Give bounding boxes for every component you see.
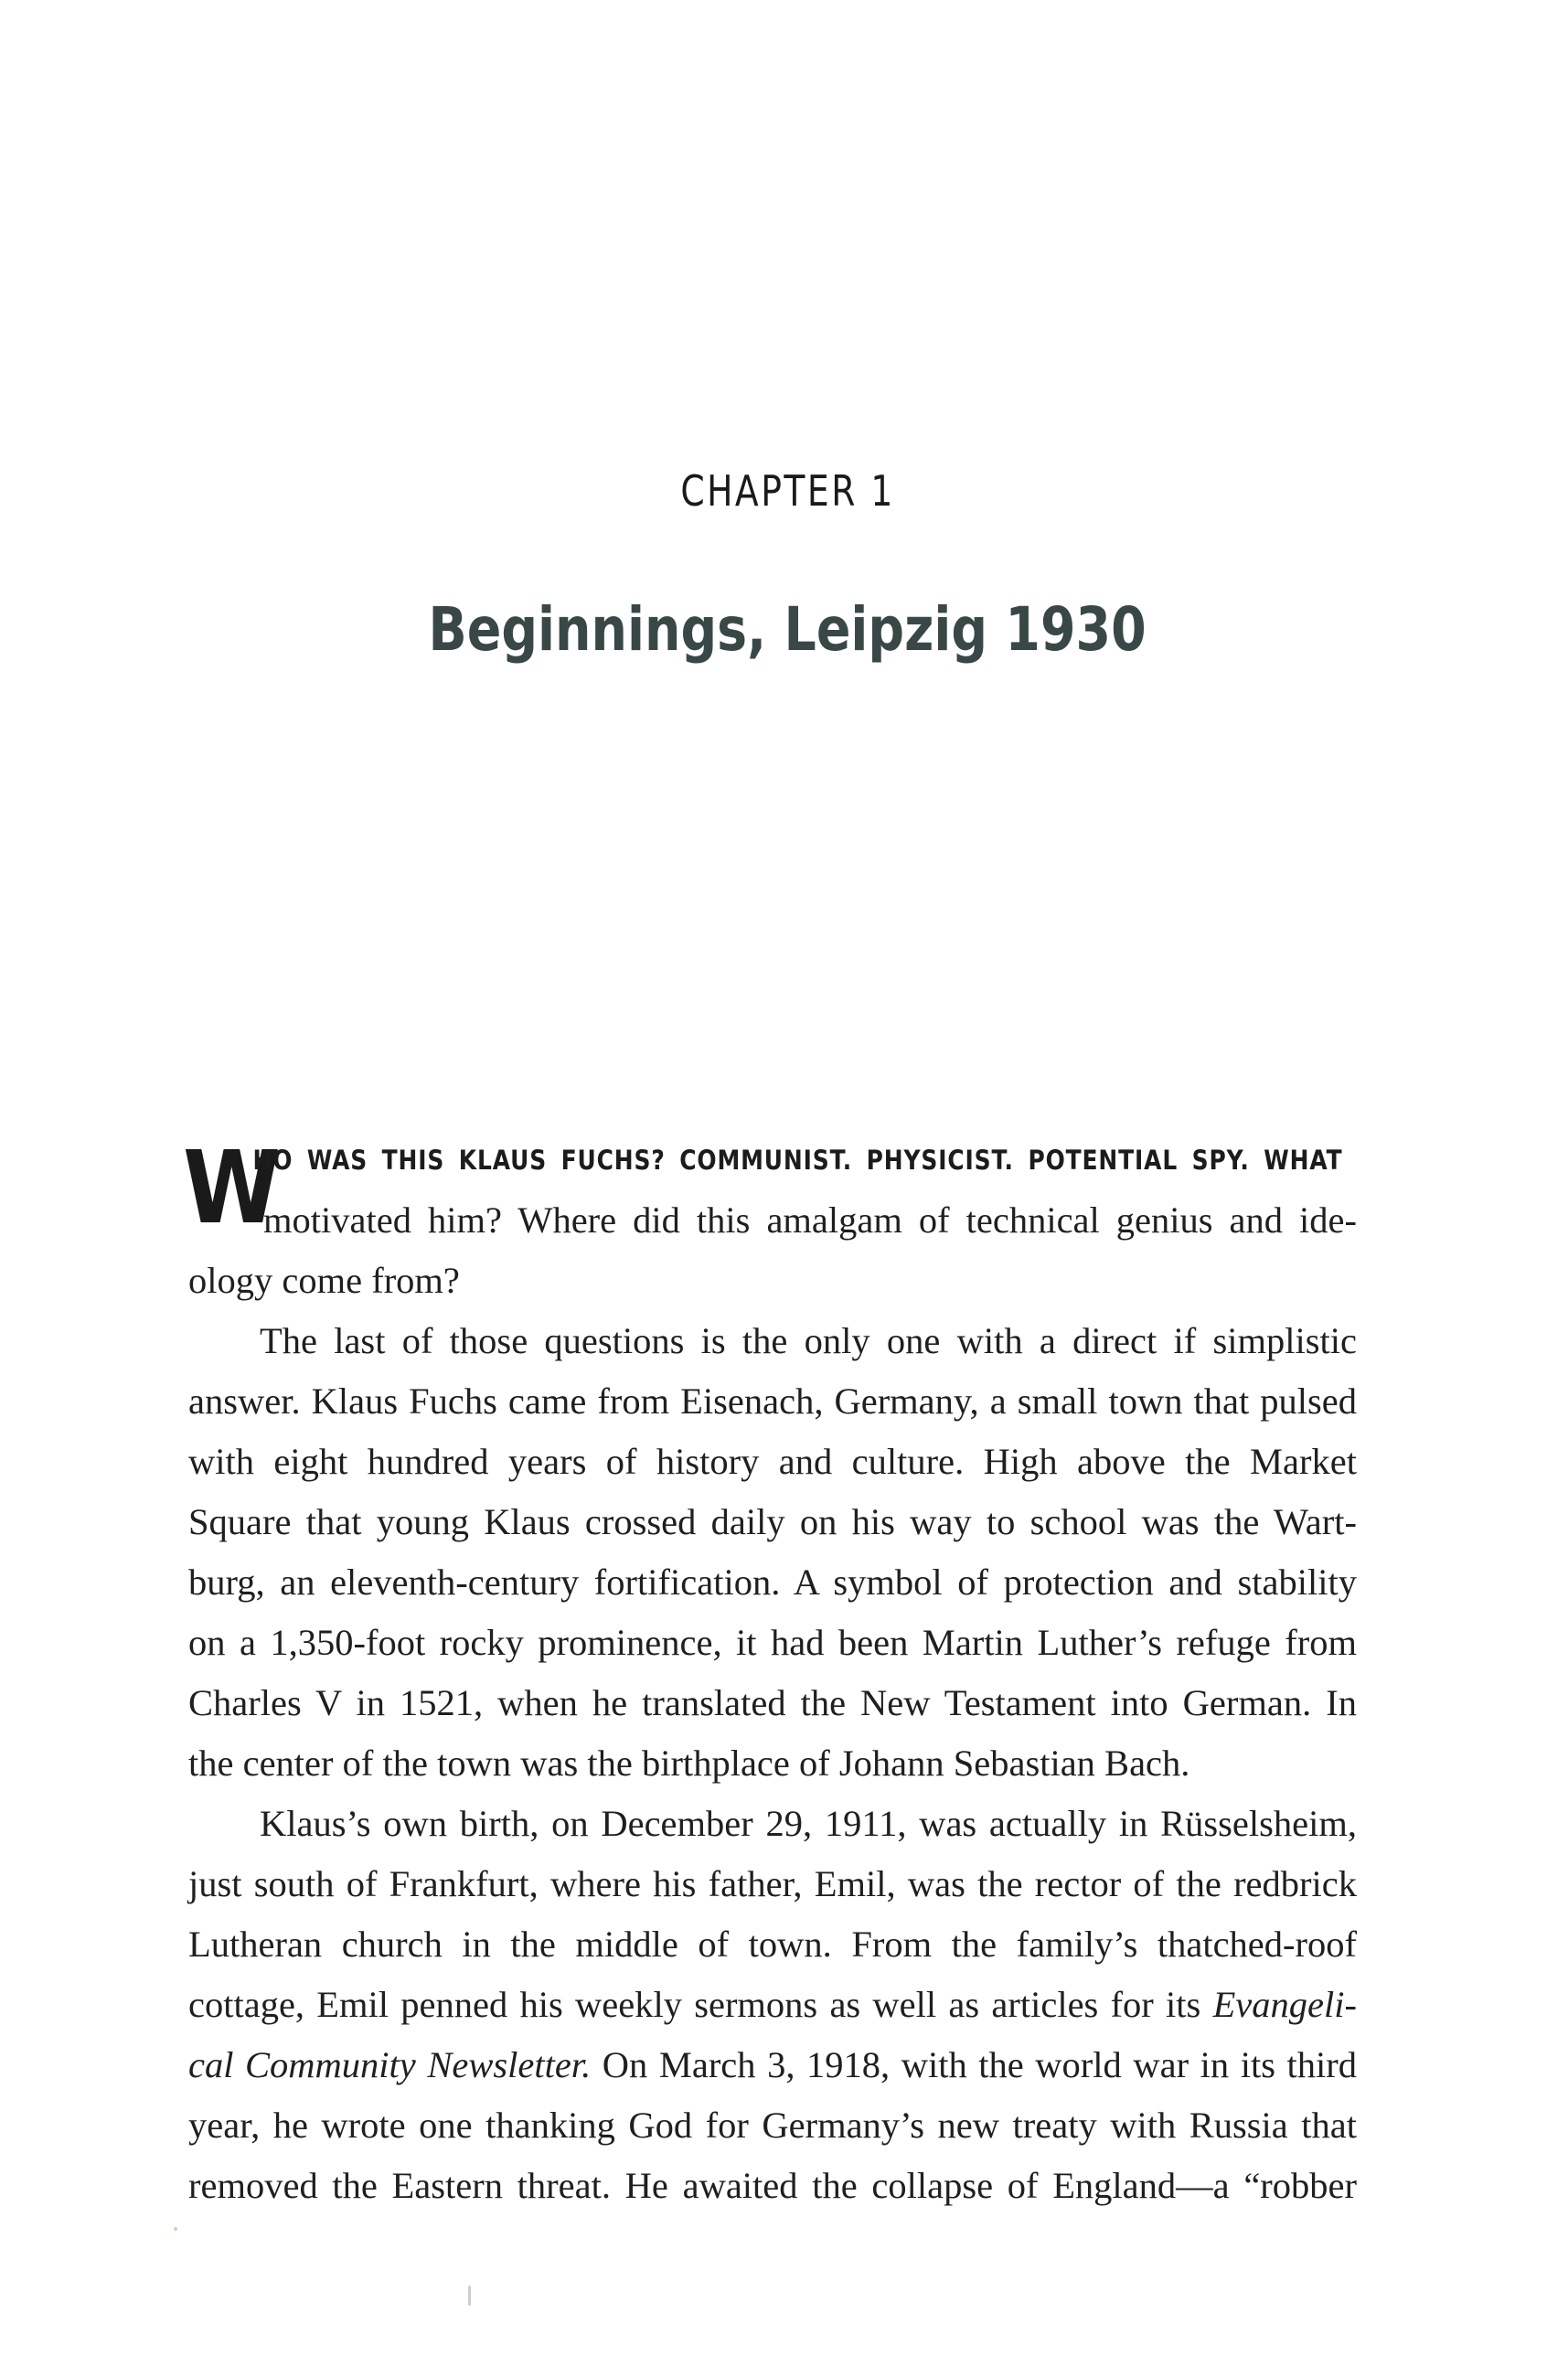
text-line: year, he wrote one thanking God for Germany’s new treaty with Russia that (188, 2105, 1357, 2146)
text-line: burg, an eleventh-century fortification. A symbol of protection and stability (188, 1562, 1357, 1603)
chapter-label: CHAPTER 1 (680, 466, 895, 516)
text-line: with eight hundred years of history and culture. High above the Market (188, 1441, 1357, 1482)
paragraph-start-line: The last of those questions is the only one with a direct if simplistic (260, 1320, 1357, 1361)
text-line-with-italic (188, 2035, 1357, 2095)
italic-title-segment: Evangeli- (1212, 1984, 1357, 2025)
text-line: answer. Klaus Fuchs came from Eisenach, Germany, a small town that pulsed (188, 1380, 1357, 1422)
text-segment: cottage, Emil penned his weekly sermons as well as articles for its (188, 1984, 1201, 2025)
text-line: removed the Eastern threat. He awaited the collapse of England—a “robber (188, 2165, 1357, 2206)
drop-cap-letter: W (183, 1129, 281, 1246)
text-line: ology come from? (188, 1260, 460, 1301)
scan-speck (174, 2227, 177, 2231)
italic-title-segment: cal Community Newsletter. (188, 2044, 592, 2085)
text-line: on a 1,350-foot rocky prominence, it had been Martin Luther’s refuge from (188, 1622, 1357, 1663)
text-segment: On March 3, 1918, with the world war in its third (602, 2044, 1358, 2085)
text-line: motivated him? Where did this amalgam of technical genius and ide- (263, 1199, 1357, 1241)
chapter-title: Beginnings, Leipzig 1930 (428, 594, 1147, 665)
chapter-body (188, 1130, 1357, 2216)
scan-speck (468, 2286, 471, 2306)
text-line: Lutheran church in the middle of town. From the family’s thatched-roof (188, 1924, 1357, 1965)
text-line: Charles V in 1521, when he translated the New Testament into German. In (188, 1682, 1357, 1723)
text-line: the center of the town was the birthplace of Johann Sebastian Bach. (188, 1743, 1190, 1784)
text-line-with-italic (188, 1975, 1357, 2035)
text-line: just south of Frankfurt, where his father, Emil, was the rector of the redbrick (188, 1863, 1357, 1904)
text-line: Square that young Klaus crossed daily on his way to school was the Wart- (188, 1501, 1357, 1542)
opening-small-caps-line: HO WAS THIS KLAUS FUCHS? COMMUNIST. PHYSICIST. POTENTIAL SPY. WHAT (252, 1145, 1343, 1176)
paragraph-start-line: Klaus’s own birth, on December 29, 1911, was actually in Rüsselsheim, (260, 1803, 1357, 1844)
